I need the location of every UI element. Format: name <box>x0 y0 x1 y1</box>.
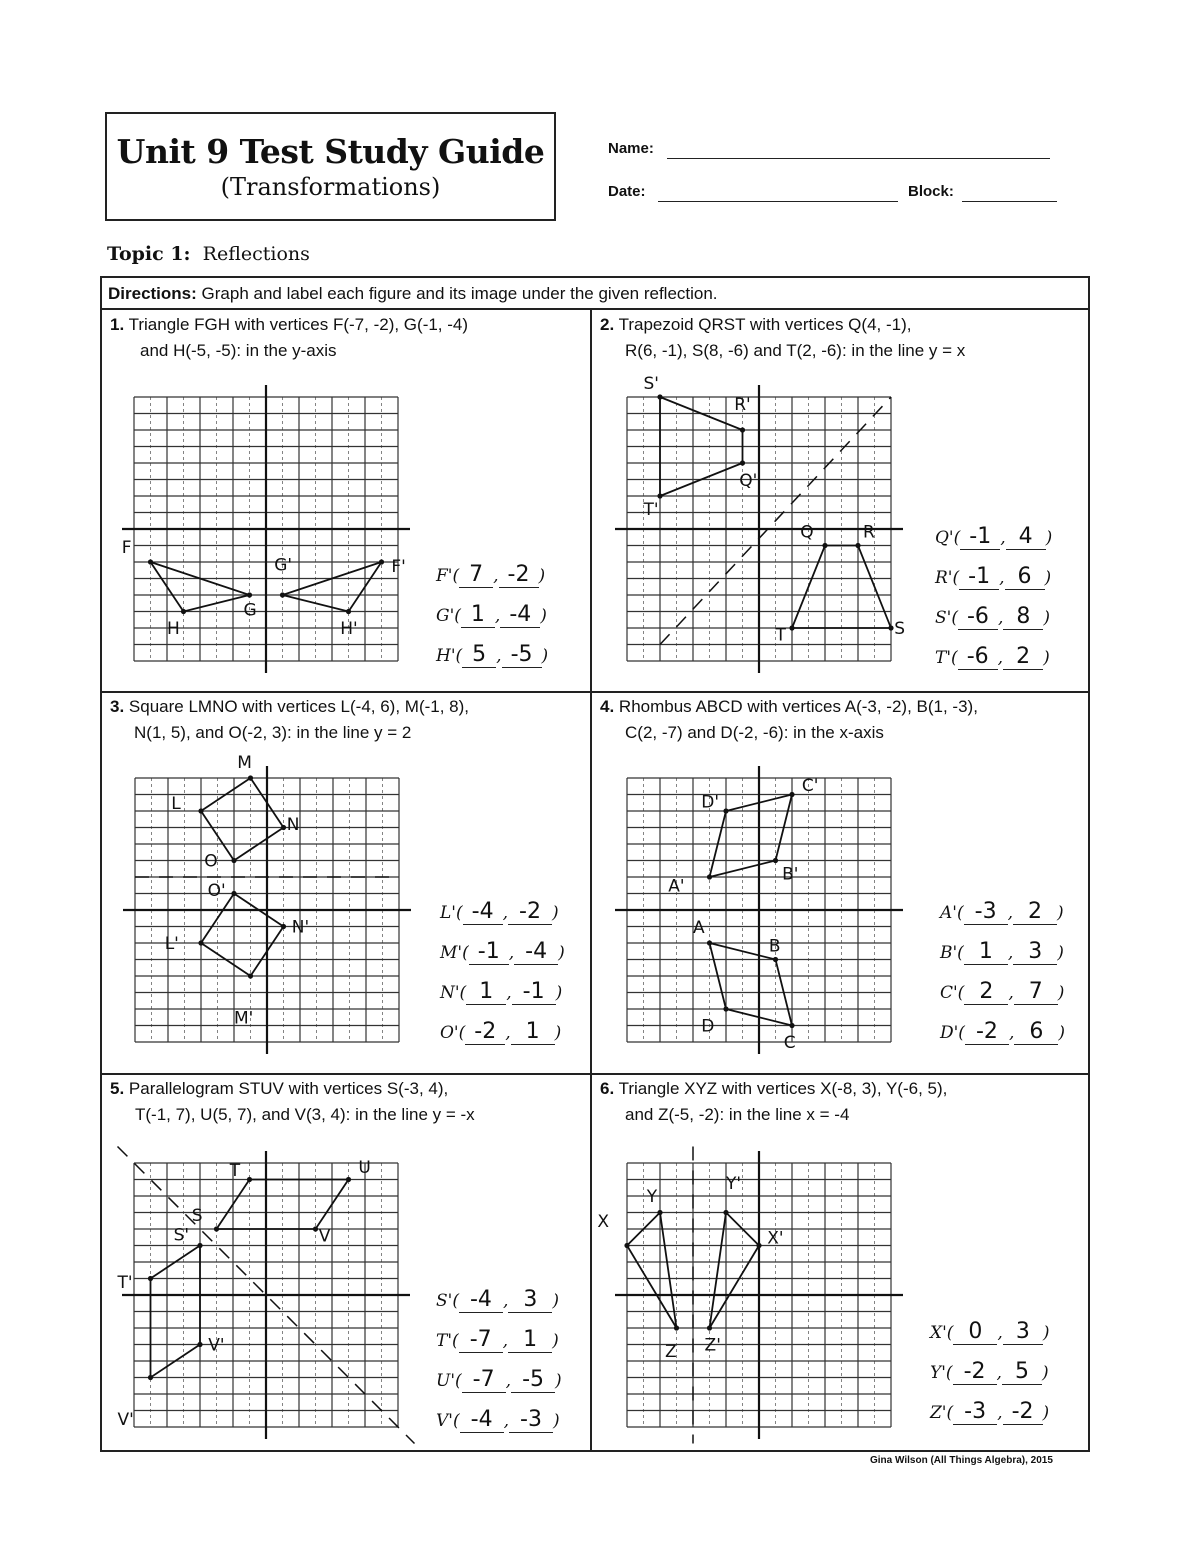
answer-row: S'( -4 , 3 ) <box>436 1287 559 1312</box>
point-label: S' <box>173 1225 190 1246</box>
point-label: X <box>597 1211 609 1232</box>
point-label: Q <box>800 522 814 543</box>
answer-row: Q'( -1 , 4 ) <box>935 524 1053 549</box>
point-label: A' <box>668 876 685 897</box>
answers-5 <box>436 1281 562 1441</box>
graph-3 <box>135 753 399 1042</box>
title-box <box>105 112 556 221</box>
answer-label: A'( <box>940 903 964 923</box>
divider <box>100 1073 1090 1075</box>
answer-y[interactable]: 1 <box>508 1328 552 1353</box>
vertex-point <box>148 1375 153 1380</box>
point-label: A <box>693 918 705 939</box>
point-label: N <box>286 815 300 836</box>
vertex-point <box>379 559 384 564</box>
point-label: R <box>862 522 875 543</box>
answer-label: T'( <box>436 1331 459 1351</box>
vertex-point <box>281 924 286 929</box>
answer-row: F'( 7 , -2 ) <box>436 562 546 587</box>
vertex-point <box>313 1226 318 1231</box>
vertex-point <box>707 1325 712 1330</box>
vertex-point <box>231 891 236 896</box>
problem-number: 5. <box>110 1079 125 1098</box>
vertex-point <box>198 808 203 813</box>
point-label: Z' <box>704 1335 721 1356</box>
topic-name: Reflections <box>202 243 310 265</box>
parallelogram-stuv <box>217 1180 349 1230</box>
point-label: S <box>894 619 906 639</box>
vertex-point <box>707 940 712 945</box>
answer-row: L'( -4 , -2 ) <box>440 899 559 924</box>
answer-label: G'( <box>436 606 461 626</box>
point-label: F <box>121 537 132 558</box>
answer-label: S'( <box>935 608 958 628</box>
answer-x[interactable]: -2 <box>465 1020 505 1045</box>
answer-row: B'( 1 , 3 ) <box>940 939 1064 964</box>
answer-row: Y'( -2 , 5 ) <box>930 1359 1049 1384</box>
vertex-point <box>740 427 745 432</box>
vertex-point <box>855 543 860 548</box>
vertex-point <box>773 957 778 962</box>
problem-text: T(-1, 7), U(5, 7), and V(3, 4): in the line y = -x <box>135 1105 475 1124</box>
answer-row: T'( -6 , 2 ) <box>935 644 1050 669</box>
answer-x[interactable]: 1 <box>466 980 506 1005</box>
page-subtitle: (Transformations) <box>220 173 441 201</box>
point-label: N' <box>291 917 310 938</box>
point-label: D' <box>701 792 720 813</box>
answer-x[interactable]: -3 <box>964 900 1008 925</box>
block-label: Block: <box>908 183 954 200</box>
point-label: H <box>167 619 180 639</box>
answer-label: Q'( <box>935 528 961 548</box>
problem-text: and Z(-5, -2): in the line x = -4 <box>625 1105 850 1124</box>
square-lmno-image <box>201 894 284 977</box>
directions-label: Directions: <box>108 284 197 303</box>
answer-label: M'( <box>440 943 469 963</box>
answer-row: C'( 2 , 7 ) <box>940 979 1065 1004</box>
vertex-point <box>822 543 827 548</box>
answer-x[interactable]: -4 <box>463 900 503 925</box>
answer-label: B'( <box>940 943 964 963</box>
answers-1 <box>436 556 548 676</box>
vertex-point <box>197 1243 202 1248</box>
problem-text: Trapezoid QRST with vertices Q(4, -1), <box>618 315 912 334</box>
answer-y[interactable]: -2 <box>1003 1400 1043 1425</box>
answers-4 <box>940 893 1065 1053</box>
vertex-point <box>346 1177 351 1182</box>
answer-row: A'( -3 , 2 ) <box>940 899 1064 924</box>
answer-x[interactable]: -4 <box>459 1288 503 1313</box>
point-label: V' <box>117 1409 134 1430</box>
square-lmno <box>201 778 284 861</box>
topic-heading <box>107 243 310 265</box>
answer-y[interactable]: -2 <box>499 563 539 588</box>
point-label: G <box>243 600 257 621</box>
point-label: H' <box>340 619 358 639</box>
vertex-point <box>197 1342 202 1347</box>
answer-y[interactable]: 5 <box>1002 1360 1042 1385</box>
answer-label: Z'( <box>930 1403 954 1423</box>
graph-4 <box>627 776 891 1053</box>
point-label: X' <box>767 1228 784 1249</box>
answer-row: R'( -1 , 6 ) <box>935 564 1052 589</box>
point-label: F' <box>391 556 406 577</box>
point-label: B' <box>782 864 799 885</box>
point-label: S' <box>643 373 659 394</box>
answer-label: N'( <box>440 983 467 1003</box>
graph-1 <box>121 397 406 661</box>
answer-x[interactable]: 7 <box>459 563 493 588</box>
answer-label: D'( <box>940 1023 965 1043</box>
point-label: M' <box>234 1008 254 1029</box>
answer-row: X'( 0 , 3 ) <box>930 1319 1050 1344</box>
problem-4 <box>600 694 978 746</box>
name-label: Name: <box>608 140 654 157</box>
answers-6 <box>930 1313 1049 1433</box>
answer-label: H'( <box>436 646 463 666</box>
divider <box>100 691 1090 693</box>
problem-text: Triangle FGH with vertices F(-7, -2), G(-1, -4) <box>128 315 469 334</box>
answer-x[interactable]: -1 <box>959 565 999 590</box>
answer-y[interactable]: 6 <box>1005 565 1045 590</box>
answer-label: X'( <box>930 1323 954 1343</box>
answer-label: T'( <box>935 648 958 668</box>
problem-text: Triangle XYZ with vertices X(-8, 3), Y(-6, 5), <box>618 1079 948 1098</box>
answer-row: N'( 1 , -1 ) <box>440 979 563 1004</box>
answer-y[interactable]: -4 <box>500 603 540 628</box>
problem-text: R(6, -1), S(8, -6) and T(2, -6): in the line y = x <box>625 341 966 360</box>
problem-3 <box>110 694 469 746</box>
date-field[interactable] <box>658 201 898 202</box>
answer-y[interactable]: 2 <box>1003 645 1043 670</box>
answer-x[interactable]: 0 <box>953 1320 997 1345</box>
answer-x[interactable]: -1 <box>960 525 1000 550</box>
answer-y[interactable]: 3 <box>1003 1320 1043 1345</box>
answer-x[interactable]: 5 <box>462 643 496 668</box>
problem-number: 2. <box>600 315 615 334</box>
date-label: Date: <box>608 183 646 200</box>
point-label: T' <box>117 1272 133 1293</box>
vertex-point <box>773 858 778 863</box>
point-label: T <box>775 625 786 646</box>
answer-row: V'( -4 , -3 ) <box>436 1407 560 1432</box>
answer-row: T'( -7 , 1 ) <box>436 1327 559 1352</box>
answer-x[interactable]: -2 <box>953 1360 997 1385</box>
name-field[interactable] <box>667 158 1050 159</box>
answer-row: G'( 1 , -4 ) <box>436 602 547 627</box>
answer-row: H'( 5 , -5 ) <box>436 642 549 667</box>
point-label: C' <box>801 776 819 797</box>
block-field[interactable] <box>962 201 1057 202</box>
problem-1 <box>110 312 468 364</box>
answers-3 <box>440 893 565 1053</box>
graph-2 <box>627 373 906 661</box>
answer-x[interactable]: 1 <box>461 603 495 628</box>
point-label: C <box>783 1033 796 1053</box>
credit-footer: Gina Wilson (All Things Algebra), 2015 <box>870 1455 1053 1466</box>
answer-x[interactable]: -6 <box>958 605 998 630</box>
vertex-point <box>280 592 285 597</box>
answers-2 <box>935 518 1052 678</box>
answer-row: Z'( -3 , -2 ) <box>930 1399 1050 1424</box>
point-label: V <box>318 1226 331 1247</box>
problem-6 <box>600 1076 947 1128</box>
point-label: Z <box>664 1342 677 1363</box>
point-label: D <box>701 1016 715 1037</box>
graph-5 <box>117 1157 398 1430</box>
answer-y[interactable]: 8 <box>1003 605 1043 630</box>
vertex-point <box>789 1023 794 1028</box>
answer-label: Y'( <box>930 1363 953 1383</box>
point-label: O' <box>207 881 226 902</box>
point-label: V' <box>208 1335 225 1356</box>
vertex-point <box>723 1006 728 1011</box>
vertex-point <box>248 775 253 780</box>
vertex-point <box>248 973 253 978</box>
point-label: T <box>229 1161 241 1182</box>
point-label: B <box>768 936 781 957</box>
point-label: G' <box>274 555 293 576</box>
answer-y[interactable]: -3 <box>509 1408 553 1433</box>
point-label: R' <box>734 395 751 416</box>
vertex-point <box>756 1243 761 1248</box>
answer-row: D'( -2 , 6 ) <box>940 1019 1065 1044</box>
problem-2 <box>600 312 965 364</box>
problem-text: Rhombus ABCD with vertices A(-3, -2), B(1, -3), <box>618 697 978 716</box>
triangle-xyz <box>627 1213 677 1329</box>
answer-label: C'( <box>940 983 965 1003</box>
answer-row: O'( -2 , 1 ) <box>440 1019 562 1044</box>
answer-y[interactable]: 6 <box>1014 1020 1058 1045</box>
answer-x[interactable]: -7 <box>459 1328 503 1353</box>
answer-x[interactable]: -6 <box>958 645 998 670</box>
vertex-point <box>148 559 153 564</box>
answer-label: R'( <box>935 568 960 588</box>
vertex-point <box>789 792 794 797</box>
triangle-xyz-image <box>710 1213 760 1329</box>
problem-number: 3. <box>110 697 125 716</box>
vertex-point <box>148 1276 153 1281</box>
vertex-point <box>657 1210 662 1215</box>
vertex-point <box>198 940 203 945</box>
answer-y[interactable]: 7 <box>1014 980 1058 1005</box>
rhombus-abcd-image <box>710 795 793 878</box>
answer-y[interactable]: -5 <box>511 1368 555 1393</box>
answer-y[interactable]: 4 <box>1006 525 1046 550</box>
problem-text: N(1, 5), and O(-2, 3): in the line y = 2 <box>134 723 412 742</box>
answer-y[interactable]: -1 <box>512 980 556 1005</box>
problem-text: Parallelogram STUV with vertices S(-3, 4), <box>128 1079 449 1098</box>
answer-y[interactable]: 3 <box>508 1288 552 1313</box>
problem-number: 6. <box>600 1079 615 1098</box>
point-label: T' <box>643 500 659 521</box>
vertex-point <box>657 394 662 399</box>
problem-text: C(2, -7) and D(-2, -6): in the x-axis <box>625 723 884 742</box>
vertex-point <box>624 1243 629 1248</box>
point-label: S <box>191 1205 203 1226</box>
answer-x[interactable]: -4 <box>460 1408 504 1433</box>
answer-row: U'( -7 , -5 ) <box>436 1367 562 1392</box>
answer-x[interactable]: 1 <box>964 940 1008 965</box>
vertex-point <box>346 609 351 614</box>
point-label: Y' <box>726 1173 742 1194</box>
answer-x[interactable]: -1 <box>469 940 509 965</box>
problem-number: 4. <box>600 697 615 716</box>
vertex-point <box>888 625 893 630</box>
answer-row: S'( -6 , 8 ) <box>935 604 1050 629</box>
vertex-point <box>657 493 662 498</box>
vertex-point <box>723 808 728 813</box>
answer-label: U'( <box>436 1371 462 1391</box>
vertex-point <box>740 460 745 465</box>
vertex-point <box>247 1177 252 1182</box>
vertex-point <box>281 825 286 830</box>
answer-row: M'( -1 , -4 ) <box>440 939 565 964</box>
vertex-point <box>707 874 712 879</box>
point-label: Y <box>646 1187 658 1207</box>
problem-number: 1. <box>110 315 125 334</box>
vertex-point <box>214 1226 219 1231</box>
problem-text: Square LMNO with vertices L(-4, 6), M(-1, 8), <box>128 697 470 716</box>
divider <box>100 308 1090 310</box>
directions <box>108 284 718 304</box>
vertex-point <box>231 858 236 863</box>
answer-label: V'( <box>436 1411 460 1431</box>
page-title: Unit 9 Test Study Guide <box>116 132 545 171</box>
vertex-point <box>723 1210 728 1215</box>
topic-label: Topic 1: <box>107 243 191 265</box>
answer-y[interactable]: 2 <box>1013 900 1057 925</box>
problem-5 <box>110 1076 475 1128</box>
problem-text: and H(-5, -5): in the y-axis <box>140 341 337 360</box>
answer-label: O'( <box>440 1023 466 1043</box>
point-label: O <box>204 851 218 872</box>
answer-y[interactable]: 3 <box>1013 940 1057 965</box>
point-label: M <box>237 753 252 774</box>
point-label: L' <box>164 934 179 954</box>
answer-x[interactable]: -2 <box>965 1020 1009 1045</box>
point-label: Q' <box>739 471 758 492</box>
answer-x[interactable]: 2 <box>964 980 1008 1005</box>
point-label: L <box>171 793 181 814</box>
answer-label: F'( <box>436 566 460 586</box>
answer-y[interactable]: -2 <box>508 900 552 925</box>
graph-6 <box>597 1163 891 1427</box>
answer-y[interactable]: -4 <box>514 940 558 965</box>
vertex-point <box>181 609 186 614</box>
answer-y[interactable]: -5 <box>502 643 542 668</box>
vertex-point <box>674 1325 679 1330</box>
vertex-point <box>789 625 794 630</box>
answer-label: S'( <box>436 1291 459 1311</box>
point-label: U <box>358 1157 371 1178</box>
answer-x[interactable]: -3 <box>953 1400 997 1425</box>
answer-y[interactable]: 1 <box>511 1020 555 1045</box>
divider <box>590 308 592 1452</box>
answer-x[interactable]: -7 <box>462 1368 506 1393</box>
vertex-point <box>247 592 252 597</box>
answer-label: L'( <box>440 903 463 923</box>
directions-text: Graph and label each figure and its image under the given reflection. <box>201 284 718 303</box>
